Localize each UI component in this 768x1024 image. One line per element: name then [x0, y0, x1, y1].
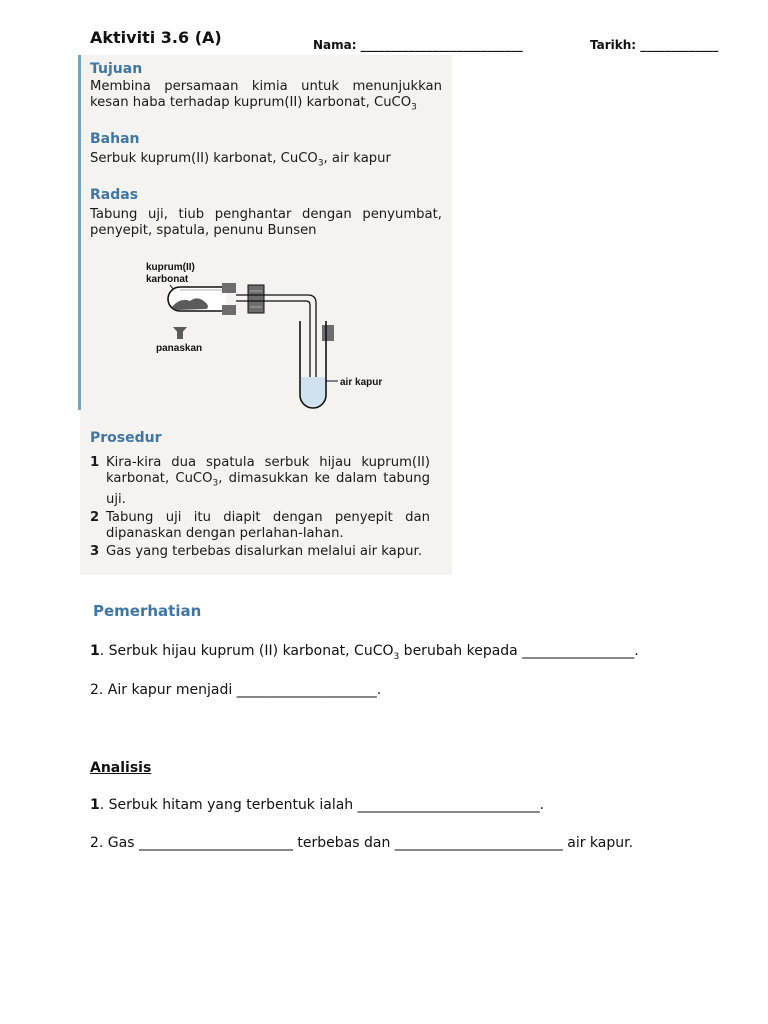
- analysis-question-1[interactable]: 1. Serbuk hitam yang terbentuk ialah __________________________.: [90, 797, 545, 813]
- prosedur-heading: Prosedur: [90, 430, 162, 446]
- date-field[interactable]: Tarikh: _____________: [590, 38, 719, 52]
- procedure-step: 2 Tabung uji itu diapit dengan penyepit dan dipanaskan dengan perlahan-lahan.: [90, 509, 430, 541]
- clamp-delivery: [322, 325, 334, 341]
- procedure-step: 1 Kira-kira dua spatula serbuk hijau kuprum(II) karbonat, CuCO$_3$, dimasukkan ke dalam tabung uji.: [90, 455, 430, 507]
- bahan-heading: Bahan: [90, 131, 140, 147]
- tujuan-heading: Tujuan: [90, 61, 143, 77]
- clamp-bottom: [222, 305, 236, 315]
- observation-question-2[interactable]: 2. Air kapur menjadi ____________________.: [90, 682, 382, 698]
- analysis-question-2[interactable]: 2. Gas ______________________ terbebas dan ________________________ air kapur.: [90, 835, 634, 851]
- procedure-step: 3 Gas yang terbebas disalurkan melalui air kapur.: [90, 543, 422, 559]
- tujuan-text: Membina persamaan kimia untuk menunjukkan kesan haba terhadap kuprum(II) karbonat, CuCO$_3$: [90, 79, 442, 113]
- test-tube: [168, 287, 226, 311]
- label-copper-carbonate-1: kuprum(II): [146, 262, 195, 273]
- radas-heading: Radas: [90, 187, 139, 203]
- observation-question-1[interactable]: 1. Serbuk hijau kuprum (II) karbonat, CuCO$_3$ berubah kepada ________________.: [90, 643, 639, 662]
- name-field[interactable]: Nama: ___________________________: [313, 38, 523, 52]
- bahan-text: Serbuk kuprum(II) karbonat, CuCO$_3$, air kapur: [90, 151, 391, 169]
- label-lime-water: air kapur: [340, 377, 383, 388]
- activity-title: Aktiviti 3.6 (A): [90, 28, 222, 47]
- apparatus-diagram: [140, 255, 400, 410]
- clamp-top: [222, 283, 236, 293]
- radas-text: Tabung uji, tiub penghantar dengan penyumbat, penyepit, spatula, penunu Bunsen: [90, 207, 442, 238]
- label-heat: panaskan: [156, 343, 203, 354]
- label-copper-carbonate-2: karbonat: [146, 274, 189, 285]
- procedure-list: [90, 455, 430, 562]
- pemerhatian-heading: Pemerhatian: [93, 602, 202, 620]
- panel-accent-strip: [78, 55, 81, 410]
- analisis-heading: Analisis: [90, 760, 152, 776]
- stopper: [248, 285, 264, 313]
